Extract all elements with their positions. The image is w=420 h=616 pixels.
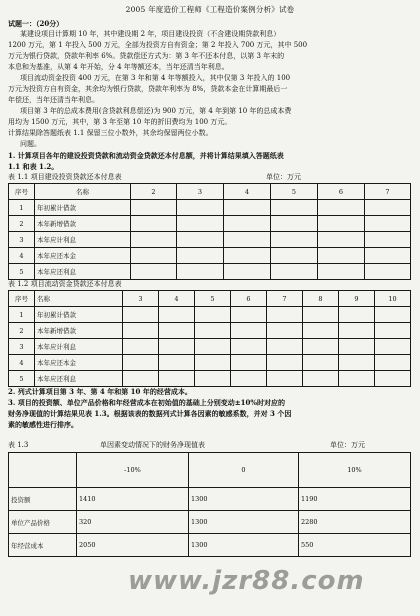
table-row <box>9 232 411 248</box>
table-cell: 320 <box>77 511 189 534</box>
table-cell[interactable] <box>267 339 303 355</box>
table3-header-row <box>9 453 411 488</box>
paragraph-line: 2. 列式计算项目第 3 年、第 4 年和第 10 年的经营成本。 <box>8 387 192 396</box>
table3-header: 0 <box>189 453 299 488</box>
document-header: 2005 年度造价工程师《工程造价案例分析》试卷 <box>125 5 295 14</box>
table3-header: -10% <box>77 453 189 488</box>
table-cell[interactable] <box>224 216 271 232</box>
table2-header-row <box>9 291 411 307</box>
table-cell[interactable] <box>339 355 375 371</box>
table-cell: 2050 <box>77 534 189 557</box>
table-cell[interactable] <box>231 371 267 387</box>
table-row <box>9 371 411 387</box>
paragraph-line: 用均为 1500 万元，其中，第 3 年至第 10 年的折旧费均为 100 万元。 <box>8 118 232 126</box>
paragraph-line: 本息和为基准，从第 4 年开始，分 4 年等额还本，当年还清当年利息。 <box>8 63 229 71</box>
paragraph-line: 年偿还，当年还清当年利息。 <box>8 96 99 104</box>
row-number: 4 <box>9 355 35 371</box>
table1-header: 5 <box>271 184 318 200</box>
table1-caption: 表 1.1 项目建设投资贷款还本付息表 <box>8 173 122 181</box>
table1-header: 序号 <box>9 184 35 200</box>
table-row <box>9 248 411 264</box>
paragraph-line: 财务净现值的计算结果见表 1.3。根据该表的数据列式计算各因素的敏感系数，并对 3 个因 <box>8 409 292 418</box>
table-cell: 550 <box>299 534 411 557</box>
table-cell[interactable] <box>123 307 159 323</box>
table-cell[interactable] <box>159 307 195 323</box>
table-cell[interactable] <box>224 264 271 280</box>
paragraph-line: 问题。 <box>20 140 41 148</box>
table-cell[interactable] <box>195 355 231 371</box>
table2-header: 3 <box>123 291 159 307</box>
table-cell[interactable] <box>375 371 411 387</box>
table-cell[interactable] <box>224 248 271 264</box>
row-label: 年初累计借款 <box>35 307 123 323</box>
questions-more <box>8 386 414 430</box>
row-label: 本年应计利息 <box>35 232 131 248</box>
row-label: 投资额 <box>9 488 77 511</box>
table-cell[interactable] <box>131 248 177 264</box>
table1 <box>8 183 411 280</box>
row-label: 本年新增借款 <box>35 323 123 339</box>
table-cell[interactable] <box>375 323 411 339</box>
table-cell[interactable] <box>318 264 365 280</box>
table-cell[interactable] <box>271 200 318 216</box>
table-cell[interactable] <box>271 248 318 264</box>
table2-header: 5 <box>195 291 231 307</box>
table-cell[interactable] <box>231 355 267 371</box>
row-label: 本年应计利息 <box>35 339 123 355</box>
table3-caption: 表 1.3 <box>8 441 29 449</box>
table-cell[interactable] <box>267 355 303 371</box>
table-cell[interactable] <box>131 232 177 248</box>
row-label: 年经营成本 <box>9 534 77 557</box>
table-cell[interactable] <box>159 339 195 355</box>
table-cell[interactable] <box>177 216 224 232</box>
table-cell[interactable] <box>375 355 411 371</box>
row-number: 3 <box>9 339 35 355</box>
table-cell[interactable] <box>177 232 224 248</box>
row-number: 1 <box>9 307 35 323</box>
table-cell[interactable] <box>339 307 375 323</box>
table-cell[interactable] <box>365 248 411 264</box>
row-number: 3 <box>9 232 35 248</box>
table2-header: 9 <box>339 291 375 307</box>
table-cell[interactable] <box>303 339 339 355</box>
table2-header: 7 <box>267 291 303 307</box>
table-row <box>9 488 411 511</box>
table-cell[interactable] <box>271 216 318 232</box>
table-cell[interactable] <box>267 323 303 339</box>
table-cell[interactable] <box>339 323 375 339</box>
table-cell: 1410 <box>77 488 189 511</box>
table-cell[interactable] <box>375 307 411 323</box>
row-label: 本年应还本金 <box>35 248 131 264</box>
table-cell[interactable] <box>159 371 195 387</box>
table1-header-row <box>9 184 411 200</box>
table-cell[interactable] <box>231 323 267 339</box>
table-cell[interactable] <box>159 355 195 371</box>
table-cell[interactable] <box>267 371 303 387</box>
table1-header: 4 <box>224 184 271 200</box>
table-cell[interactable] <box>365 264 411 280</box>
paragraph-line: 1. 计算项目各年的建设投资贷款和流动资金贷款还本付息额，并将计算结果填入答题纸表 <box>8 151 284 160</box>
row-label: 单位产品价格 <box>9 511 77 534</box>
table-cell[interactable] <box>159 323 195 339</box>
table-row <box>9 534 411 557</box>
row-label: 本年应还本金 <box>35 355 123 371</box>
table2-header: 名称 <box>35 291 123 307</box>
table-cell[interactable] <box>123 339 159 355</box>
row-label: 本年应还利息 <box>35 264 131 280</box>
table-cell[interactable] <box>303 355 339 371</box>
row-label: 年初累计借款 <box>35 200 131 216</box>
row-label: 本年新增借款 <box>35 216 131 232</box>
table-cell[interactable] <box>131 200 177 216</box>
table-cell[interactable] <box>271 232 318 248</box>
table3 <box>8 452 411 557</box>
table1-header: 3 <box>177 184 224 200</box>
paragraph-line: 项目第 3 年的总成本费用(含贷款利息偿还)为 900 万元，第 4 年到第 10 年的总成本费 <box>20 107 292 115</box>
row-number: 1 <box>9 200 35 216</box>
table-cell: 1190 <box>299 488 411 511</box>
table-row <box>9 511 411 534</box>
paragraph-line: 1200 万元，第 1 年投入 500 万元，全部为投资方自有资金；第 2 年投入 700 万元，其中 500 <box>8 41 308 49</box>
table-cell[interactable] <box>195 307 231 323</box>
row-number: 2 <box>9 216 35 232</box>
row-number: 5 <box>9 371 35 387</box>
table2 <box>8 290 411 387</box>
table2-header: 4 <box>159 291 195 307</box>
paragraph-line: 某建设项目计算期 10 年，其中建设期 2 年，项目建设投资（不含建设期贷款利息） <box>20 30 281 38</box>
table1-unit: 单位：万元 <box>266 173 301 181</box>
table-cell[interactable] <box>195 339 231 355</box>
paragraph-line: 项目流动资金投资 400 万元，在第 3 年和第 4 年等额投入，其中仅第 3 年投入的 100 <box>20 74 291 82</box>
row-number: 4 <box>9 248 35 264</box>
table-cell[interactable] <box>123 323 159 339</box>
table-cell[interactable] <box>318 200 365 216</box>
question-title: 试题一：（20分） <box>8 19 64 28</box>
table3-header <box>9 453 77 488</box>
table-cell[interactable] <box>271 264 318 280</box>
table-cell[interactable] <box>303 323 339 339</box>
table-cell[interactable] <box>177 200 224 216</box>
table-cell[interactable] <box>365 216 411 232</box>
row-number: 5 <box>9 264 35 280</box>
row-number: 2 <box>9 323 35 339</box>
site-watermark: www.jzr88.com <box>128 566 365 596</box>
table-cell[interactable] <box>123 371 159 387</box>
table-cell[interactable] <box>224 200 271 216</box>
table-row <box>9 264 411 280</box>
table-cell[interactable] <box>339 339 375 355</box>
table-row <box>9 355 411 371</box>
table-cell: 1300 <box>189 511 299 534</box>
table-cell[interactable] <box>177 248 224 264</box>
paragraph-line: 计算结果除答题纸表 1.1 保留三位小数外，其余均保留两位小数。 <box>8 129 213 137</box>
table-row <box>9 307 411 323</box>
table-row <box>9 200 411 216</box>
table-cell[interactable] <box>375 339 411 355</box>
table-cell: 2280 <box>299 511 411 534</box>
table-row <box>9 323 411 339</box>
table-cell[interactable] <box>365 232 411 248</box>
table-row <box>9 339 411 355</box>
paragraph-line: 万元为投资方自有资金，其余均为银行贷款，贷款年利率为 8%，贷款本金在计算期最后一 <box>8 85 288 93</box>
paragraph-line: 万元为银行贷款，贷款年利率 6%。贷款偿还方式为：第 3 年不还本付息，以第 3 年末的 <box>8 52 285 60</box>
table2-header: 6 <box>231 291 267 307</box>
table-cell[interactable] <box>339 371 375 387</box>
table-cell[interactable] <box>267 307 303 323</box>
table-cell[interactable] <box>131 216 177 232</box>
table-cell: 1300 <box>189 534 299 557</box>
table-cell[interactable] <box>318 216 365 232</box>
table-cell[interactable] <box>224 232 271 248</box>
paragraph-line: 素的敏感性进行排序。 <box>8 420 78 429</box>
paragraph-line: 1.1 和表 1.2。 <box>8 162 59 171</box>
table2-header: 序号 <box>9 291 35 307</box>
table1-header: 名称 <box>35 184 131 200</box>
table1-header: 2 <box>131 184 177 200</box>
table-cell[interactable] <box>231 339 267 355</box>
question-text <box>8 18 414 172</box>
table3-title: 单因素变动情况下的财务净现值表 <box>100 441 205 449</box>
table-row <box>9 216 411 232</box>
table-cell[interactable] <box>318 248 365 264</box>
table2-caption: 表 1.2 项目流动资金贷款还本付息表 <box>8 280 122 288</box>
table-cell: 1300 <box>189 488 299 511</box>
table3-unit: 单位：万元 <box>330 441 365 449</box>
table2-header: 8 <box>303 291 339 307</box>
table-cell[interactable] <box>123 355 159 371</box>
table-cell[interactable] <box>231 307 267 323</box>
table-cell[interactable] <box>195 323 231 339</box>
table-cell[interactable] <box>303 307 339 323</box>
table-cell[interactable] <box>365 200 411 216</box>
table3-header: 10% <box>299 453 411 488</box>
table-cell[interactable] <box>131 264 177 280</box>
table-cell[interactable] <box>318 232 365 248</box>
table-cell[interactable] <box>303 371 339 387</box>
table-cell[interactable] <box>195 371 231 387</box>
paragraph-line: 3. 项目的投资额、单位产品价格和年经营成本在初始值的基础上分别变动±10%时对应的 <box>8 398 286 407</box>
table2-header: 10 <box>375 291 411 307</box>
table1-header: 6 <box>318 184 365 200</box>
row-label: 本年应还利息 <box>35 371 123 387</box>
table1-header: 7 <box>365 184 411 200</box>
table-cell[interactable] <box>177 264 224 280</box>
